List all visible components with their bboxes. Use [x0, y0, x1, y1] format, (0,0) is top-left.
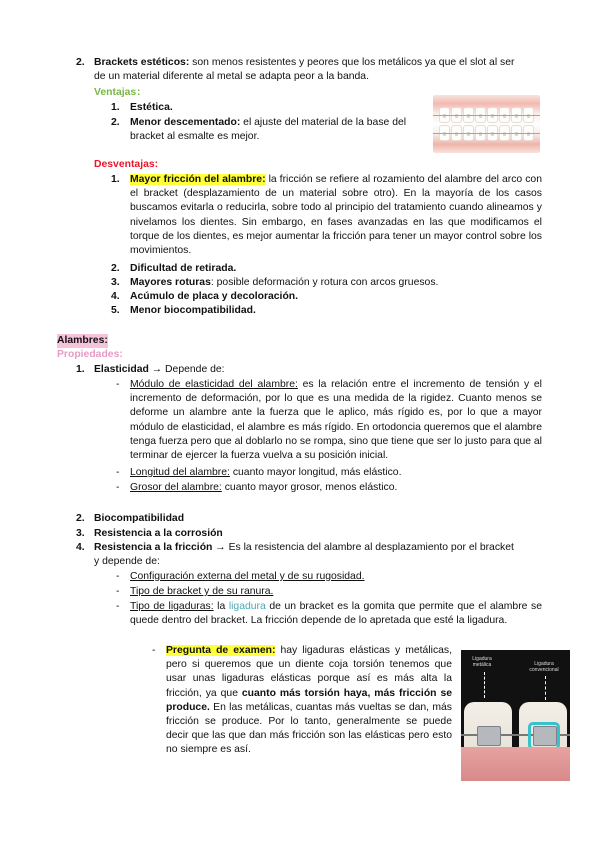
propiedad-number: 4. [76, 542, 85, 553]
desventaja-friccion-title: Mayor fricción del alambre: [130, 174, 266, 185]
dash-bullet: - [116, 601, 120, 612]
propiedad-text: Depende de: [165, 364, 225, 375]
arrow-down-icon [484, 672, 485, 698]
propiedad-number: 1. [76, 364, 85, 375]
longitud-text: cuanto mayor longitud, más elástico. [229, 467, 402, 478]
ventaja-item: Estética. [130, 102, 173, 113]
propiedad-elasticidad [94, 363, 225, 377]
desventaja-friccion-text: la fricción se refiere al rozamiento del alambre del [265, 174, 499, 185]
ventaja-number: 2. [111, 117, 120, 128]
propiedad-friccion [94, 541, 514, 555]
ventaja-text: el ajuste del material de la base del [240, 117, 407, 128]
gum-shape [461, 747, 570, 781]
propiedad-number: 2. [76, 513, 85, 524]
propiedad-friccion-line2: y depende de: [94, 556, 160, 567]
figure-label-convencional: Ligadura convencional [529, 661, 559, 673]
desventaja-item [130, 276, 438, 290]
pregunta-examen-body: metálicas, pero si queremos que un diente coja torsión tenemos que usar unas ligaduras elásticas porque así es más alta la fricción, ya que [166, 645, 453, 699]
ligatures-photo [461, 650, 570, 781]
desventaja-number: 1. [111, 174, 120, 185]
dash-bullet: - [152, 645, 156, 656]
desventajas-heading: Desventajas: [94, 159, 159, 170]
ventajas-heading: Ventajas [94, 87, 137, 98]
modulo-title: Módulo de elasticidad del alambre: [130, 379, 298, 390]
arrow-down-icon [545, 676, 546, 700]
pregunta-examen-bold: cuanto más torsión haya, más fricción se produce. [166, 687, 452, 713]
metal-bracket-icon [477, 726, 501, 746]
ligadura-link[interactable]: ligadura [228, 601, 266, 612]
propiedad-title: Elasticidad [94, 364, 149, 375]
ventaja-title: Menor descementado: [130, 117, 241, 128]
brackets-title: Brackets estéticos: [94, 57, 190, 68]
esthetic-brackets-photo [433, 95, 540, 153]
ligaduras-title: Tipo de ligaduras: [130, 601, 214, 612]
modulo-text: es la relación entre el incremento de tensión y el [297, 379, 542, 390]
modulo-body: incremento de deformación, por lo que es una medida de la rigidez. Cuanto menos se deforme un alambre ante la fuerza que le aplico, más rígido es, por lo que a mayor módulo de elasticidad, el alambre es más rígido. En ortodoncia queremos que el alambre tenga fuerza pero que al doblarlo no se rompa, sino que tiene que ser lo justo para que al terminar de ejercer la fuerza vuelva a su posición inicial. [130, 393, 542, 462]
desventaja-friccion [130, 173, 542, 258]
desventaja-number: 3. [111, 277, 120, 288]
ligaduras-text: la [213, 601, 229, 612]
propiedad-title: Resistencia a la fricción [94, 542, 213, 553]
brackets-intro-line1 [94, 56, 514, 70]
pregunta-examen-body: En las metálicas, cuantas más vueltas se dan, más fricción se produce. Por lo tanto, generalmente se puede decir que las que dan más fricción son las elásticas pero esto no siempre es así. [166, 701, 452, 756]
dash-bullet: - [116, 379, 120, 390]
propiedad-corrosion: Resistencia a la corrosión [94, 528, 223, 539]
desventaja-item: Dificultad de retirada. [130, 263, 237, 274]
ventaja-item [130, 116, 406, 130]
desventaja-friccion-body: arco con el bracket (desplazamiento de un material sobre otro). En la mayoría de los casos buscamos evitarla o reducirla, sobre todo al principio del tratamiento cuando alineamos y nivelamos los dientes. Sin embargo, en fases avanzadas en las que modificamos el torque de los dientes, es mejor aumentar la fricción para tener un mayor control sobre los movimientos. [130, 174, 542, 257]
longitud-alambre [130, 466, 401, 480]
desventaja-number: 5. [111, 305, 120, 316]
tipo-ligaduras [130, 600, 542, 628]
desventaja-number: 2. [111, 263, 120, 274]
arrow-icon: → [148, 364, 166, 375]
elastic-ligature-icon [528, 722, 560, 750]
configuracion-externa: Configuración externa del metal y de su rugosidad. [130, 571, 365, 582]
desventaja-item: Acúmulo de placa y decoloración. [130, 291, 299, 302]
tipo-bracket: Tipo de bracket y de su ranura. [130, 586, 274, 597]
grosor-alambre [130, 481, 397, 495]
item-number: 2. [76, 57, 85, 68]
ligaduras-text: de un bracket es la gomita que permite que el alambre [265, 601, 528, 612]
desventaja-text: : posible deformación y rotura con arcos gruesos. [210, 277, 439, 288]
grosor-title: Grosor del alambre: [130, 482, 222, 493]
pregunta-examen [166, 644, 452, 758]
propiedad-number: 3. [76, 528, 85, 539]
grosor-text: cuanto mayor grosor, menos elástico. [221, 482, 398, 493]
propiedad-text: Es la resistencia del alambre al desplazamiento por el bracket [228, 542, 514, 553]
brackets-intro-text: son menos resistentes y peores que los metálicos ya que el slot al ser [189, 57, 515, 68]
figure-label-metalica: Ligadura metálica [472, 656, 492, 668]
ligaduras-body: se quede dentro del bracket. La fricción depende de lo apretada que esté la ligadura. [130, 601, 542, 627]
dash-bullet: - [116, 586, 120, 597]
ventajas-colon: : [137, 87, 141, 98]
pregunta-examen-title: Pregunta de examen: [166, 645, 276, 656]
propiedad-biocompatibilidad: Biocompatibilidad [94, 513, 185, 524]
desventaja-number: 4. [111, 291, 120, 302]
propiedades-heading: Propiedades: [57, 349, 123, 360]
ventaja-number: 1. [111, 102, 120, 113]
desventaja-item: Menor biocompatibilidad. [130, 305, 256, 316]
dash-bullet: - [116, 467, 120, 478]
pregunta-examen-text: hay ligaduras elásticas y [275, 645, 401, 656]
dash-bullet: - [116, 482, 120, 493]
arrow-icon: → [212, 542, 229, 553]
alambres-heading: Alambres: [57, 335, 108, 346]
modulo-elasticidad [130, 378, 542, 463]
desventaja-title: Mayores roturas [130, 277, 211, 288]
ventaja-text-line2: bracket al esmalte es mejor. [130, 131, 260, 142]
dash-bullet: - [116, 571, 120, 582]
brackets-intro-line2: de un material diferente al metal se adapta peor a la banda. [94, 71, 369, 82]
longitud-title: Longitud del alambre: [130, 467, 230, 478]
